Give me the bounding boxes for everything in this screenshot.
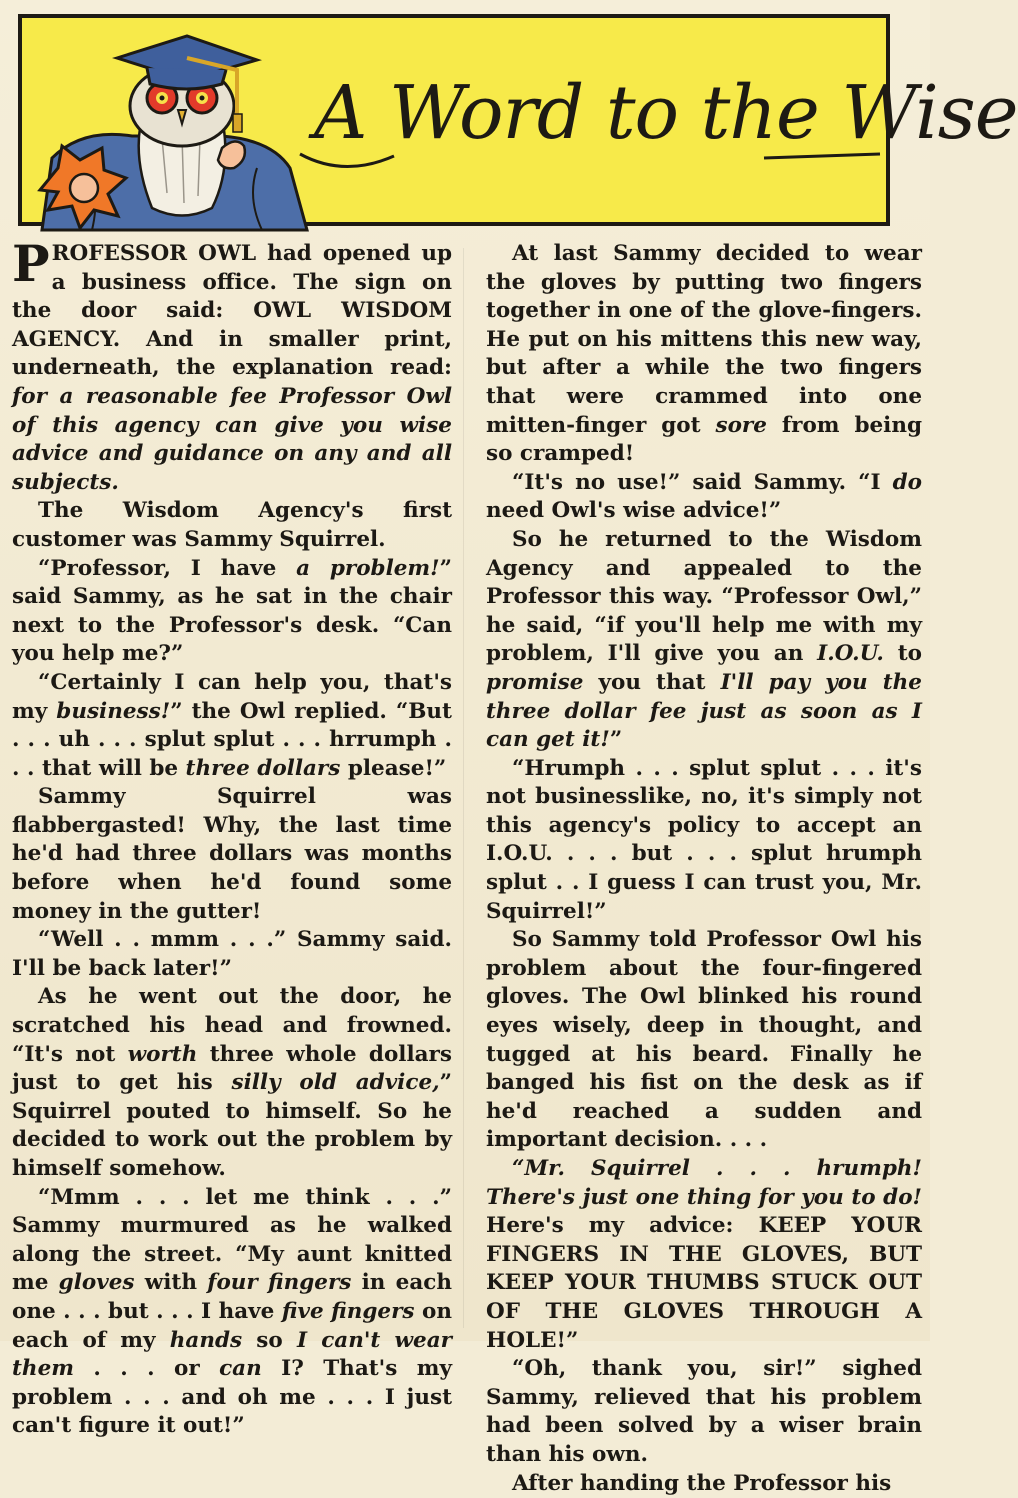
paragraph: “It's no use!” said Sammy. “I do need Owl's wise advice!”	[486, 469, 922, 524]
paragraph: As he went out the door, he scratched his head and frowned. “It's not worth three whole dollars just to get his silly old advice,” Squirrel pouted to himself. So he decided to work out the problem by himself somehow.	[12, 984, 452, 1181]
paragraph: The Wisdom Agency's first customer was Sammy Squirrel.	[12, 498, 452, 552]
paragraph: So Sammy told Professor Owl his problem about the four-fingered gloves. The Owl blinked his round eyes wisely, deep in thought, and tugged at his beard. Finally he banged his fist on the desk as if he'd reached a sudden and important decision. . . .	[486, 927, 922, 1153]
paragraph: So he returned to the Wisdom Agency and appealed to the Professor this way. “Professor Owl,” he said, “if you'll help me with my problem, I'll give you an I.O.U. to promise you that I'll pay you the three dollar fee just as soon as I can get it!”	[486, 526, 922, 753]
professor-owl-illustration	[22, 18, 322, 230]
paragraph: At last Sammy decided to wear the gloves by putting two fingers together in one of the glove-fingers. He put on his mittens this new way, but after a while the two fingers that were crammed into one mitten-finger got sore from being so cramped!	[486, 241, 923, 467]
paragraph: Sammy Squirrel was flabbergasted! Why, the last time he'd had three dollars was months before when he'd found some money in the gutter!	[12, 784, 452, 924]
page-title: A Word to the Wise	[314, 70, 1018, 156]
paragraph: “Mr. Squirrel . . . hrumph! There's just one thing for you to do! Here's my advice: KEEP YOUR FINGERS IN THE GLOVES, BUT KEEP YOUR THUMBS STUCK OUT OF THE GLOVES THROUGH A HOLE!”	[486, 1156, 922, 1353]
title-panel	[18, 14, 1018, 226]
paragraph: “Mmm . . . let me think . . .” Sammy murmured as he walked along the street. “My aunt knitted me gloves with four fingers in each one . . . but . . . I have five fingers on each of my hands so I can't wear them . . . or can I? That's my problem . . . and oh me . . . I just can't figure it out!”	[12, 1184, 452, 1439]
left-column	[12, 234, 452, 1441]
title-area	[284, 58, 1018, 188]
paragraph: “Well . . mmm . . .” Sammy said. I'll be back later!”	[12, 927, 452, 981]
paragraph: “Oh, thank you, sir!” sighed Sammy, relieved that his problem had been solved by a wiser brain than his own.	[486, 1356, 922, 1467]
paragraph: PROFESSOR OWL had opened up a business office. The sign on the door said: OWL WISDOM AGENCY. And in smaller print, underneath, the explanation read: for a reasonable fee Professor Owl of this agency can give you wise advice and guidance on any and all subjects.	[12, 234, 452, 495]
paragraph: “Hrumph . . . splut splut . . . it's not businesslike, no, it's simply not this agency's policy to accept an I.O.U. . . . but . . . splut hrumph splut . . I guess I can trust you, Mr. Squirrel!”	[486, 755, 922, 924]
paragraph: After handing the Professor his	[512, 1470, 892, 1496]
paragraph: “Certainly I can help you, that's my business!” the Owl replied. “But . . . uh . . . splut splut . . . hrrumph . . . that will be three dollars please!”	[12, 669, 452, 781]
right-column	[486, 240, 922, 1498]
column-divider	[463, 248, 464, 1328]
paragraph: “Professor, I have a problem!” said Sammy, as he sat in the chair next to the Professor's desk. “Can you help me?”	[12, 555, 452, 667]
drop-cap: P	[12, 234, 50, 293]
